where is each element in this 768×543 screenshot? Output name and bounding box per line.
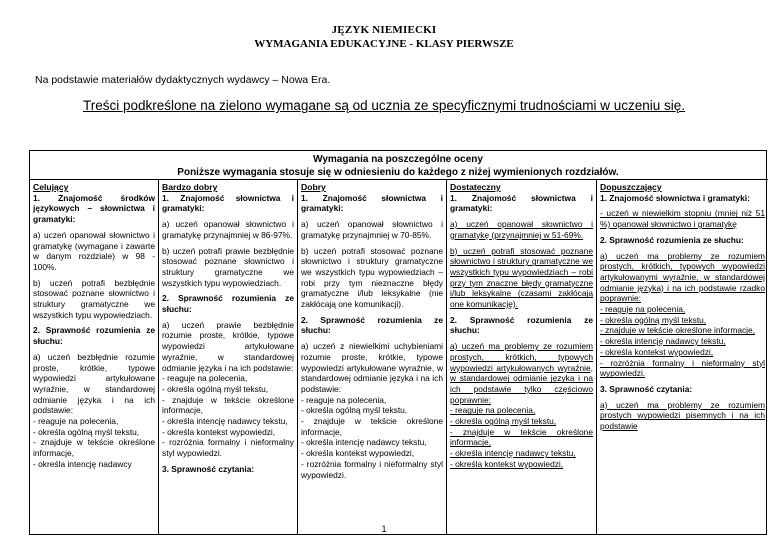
section-heading: 1. Znajomość słownictwa i gramatyki: xyxy=(301,192,443,214)
grade-column-2 xyxy=(297,179,446,534)
grade-heading: Dopuszczający xyxy=(600,182,662,192)
requirement-text: a) uczeń z niewielkimi uchybieniami rozumie proste, krótkie, typowe wypowiedzi artykułowane wyraźnie, w standardowej odmianie języka i na ich podstawie: - reaguje na polecenia, - określa ogólną myśl tekstu, - znajduje w tekście określone informacje, - określa intencję nadawcy tekstu, - określa kontekst wypowiedzi, - rozróżnia formalny i nieformalny styl wypowiedzi. xyxy=(301,341,443,480)
section-heading: 1. Znajomość słownictwa i gramatyki: xyxy=(600,192,750,203)
grade-heading: Dostateczny xyxy=(450,182,501,192)
requirements-table xyxy=(29,150,767,535)
grade-heading: Bardzo dobry xyxy=(162,182,218,192)
requirement-text: a) uczeń ma problemy ze rozumiem prostych, krótkich, typowych wypowiedzi artykułowanych wyraźnie, w standardowej odmianie języka i na ich podstawie tylko częściowo poprawnie: - reaguje na polecenia, - określa ogólną myśl tekstu, - znajduje w tekście określone informacje, - określa intencję nadawcy tekstu, - określa kontekst wypowiedzi, xyxy=(450,341,593,469)
document-title: JĘZYK NIEMIECKI xyxy=(331,24,437,36)
requirement-text: a) uczeń opanował słownictwo i gramatykę (wymagane i zawarte w danym rozdziale) w 98 - 100%. xyxy=(33,229,155,272)
notice-line: Treści podkreślone na zielono wymagane są od ucznia ze specyficznymi trudnościami w uczeniu się. xyxy=(82,98,686,113)
grade-heading: Celujący xyxy=(33,182,69,192)
requirement-text: b) uczeń potrafi stosować poznane słownictwo i struktury gramatyczne we wszystkich typu wypowiedziach – robi przy tym znaczne błędy gramatyczne i/lub leksykalne (czasami zakłócają one komunikację). xyxy=(450,245,593,310)
section-heading: 3. Sprawność czytania: xyxy=(162,463,255,474)
grade-column-4 xyxy=(596,179,768,534)
requirement-text: a) uczeń opanował słownictwo i gramatykę przynajmniej w 86-97%. xyxy=(162,219,294,240)
grade-column-1 xyxy=(158,179,297,534)
requirement-text: b) uczeń potrafi bezbłędnie stosować poznane słownictwo i struktury gramatyczne we wszystkich typu wypowiedziach. xyxy=(33,277,155,320)
section-heading: 2. Sprawność rozumienia ze słuchu: xyxy=(162,293,294,315)
section-heading: 1. Znajomość słownictwa i gramatyki: xyxy=(450,192,593,214)
requirement-text: a) uczeń ma problemy ze rozumiem prostych, krótkich, typowych wypowiedzi artykułowanymi wyraźnie, w standardowej odmianie języka) i na ich podstawie rzadko poprawnie: - reaguje na polecenia, - określa ogólną myśl tekstu, - znajduje w tekście określone informacje, - określa intencję nadawcy tekstu, - określa kontekst wypowiedzi, - rozróżnia formalny i nieformalny styl wypowiedzi. xyxy=(600,250,765,379)
table-subtitle: Poniższe wymagania stosuje się w odniesieniu do każdego z niżej wymienionych rozdziałów. xyxy=(177,167,619,178)
section-heading: 3. Sprawność czytania: xyxy=(600,383,693,394)
requirement-text: a) uczeń opanował słownictwo i gramatykę przynajmniej w 70-85%. xyxy=(301,219,443,240)
grade-column-0 xyxy=(30,179,158,534)
table-title: Wymagania na poszczególne oceny xyxy=(313,154,483,165)
page-number: 1 xyxy=(381,524,387,534)
requirement-text: a) uczeń opanował słownictwo i gramatykę (przynajmniej w 51-69%. xyxy=(450,219,593,240)
grade-column-3 xyxy=(446,179,596,534)
section-heading: 2. Sprawność rozumienia ze słuchu: xyxy=(450,314,593,336)
section-heading: 2. Sprawność rozumienia ze słuchu: xyxy=(33,325,155,347)
requirement-text: a) uczeń ma problemy ze rozumiem prostych wypowiedzi pisemnych i na ich podstawie xyxy=(600,399,765,432)
document-subtitle: WYMAGANIA EDUKACYJNE - KLASY PIERWSZE xyxy=(254,38,514,50)
section-heading: 2. Sprawność rozumienia ze słuchu: xyxy=(301,314,443,336)
grade-heading: Dobry xyxy=(301,182,326,192)
source-note: Na podstawie materiałów dydaktycznych wydawcy – Nowa Era. xyxy=(35,74,331,86)
requirement-text: b) uczeń potrafi prawie bezbłędnie stosować poznane słownictwo i struktury gramatyczne we wszystkich typu wypowiedziach. xyxy=(162,245,294,288)
requirement-text: a) uczeń prawie bezbłędnie rozumie proste, krótkie, typowe wypowiedzi artykułowane wyraźnie, w standardowej odmianie języka i na ich podstawie: - reaguje na polecenia, - określa ogólną myśl tekstu, - znajduje w tekście określone informacje, - określa intencję nadawcy tekstu, - określa kontekst wypowiedzi, - rozróżnia formalny i nieformalny styl wypowiedzi. xyxy=(162,319,294,459)
requirement-text: b) uczeń potrafi stosować poznane słownictwo i struktury gramatyczne we wszystkich typu wypowiedziach – robi przy tym nieznaczne błędy gramatyczne i/lub leksykalne (nie zakłócają one komunikacji). xyxy=(301,245,443,310)
requirement-text: a) uczeń bezbłędnie rozumie proste, krótkie, typowe wypowiedzi artykułowane wyraźnie, w standardowej odmianie języka i na ich podstawie: - reaguje na polecenia, - określa ogólną myśl tekstu, - znajduje w tekście określone informacje, - określa intencję nadawcy xyxy=(33,351,155,469)
section-heading: 1. Znajomość słownictwa i gramatyki: xyxy=(162,192,294,214)
requirement-text: - uczeń w niewielkim stopniu (mniej niż 51 %) opanował słownictwo i gramatykę xyxy=(600,208,765,230)
section-heading: 1. Znajomość środków językowych – słownictwa i gramatyki: xyxy=(33,192,155,225)
section-heading: 2. Sprawność rozumienia ze słuchu: xyxy=(600,234,744,245)
